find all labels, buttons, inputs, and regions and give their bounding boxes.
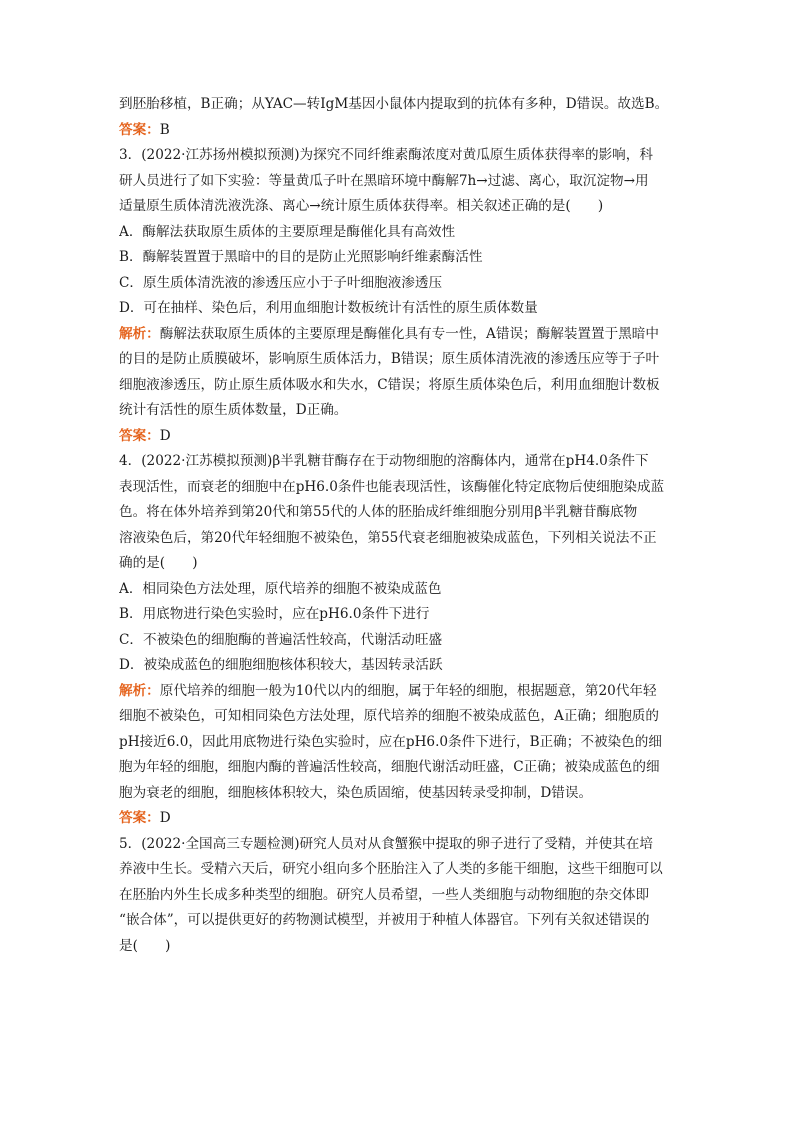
- option-c: C．不被染色的细胞酶的普遍活性较高，代谢活动旺盛: [119, 631, 443, 648]
- text-line: “嵌合体”，可以提供更好的药物测试模型，并被用于种植人体器官。下列有关叙述错误的: [119, 912, 650, 928]
- analysis-label: 解析：: [119, 325, 160, 342]
- option-a: A．酶解法获取原生质体的主要原理是酶催化具有高效性: [119, 223, 456, 240]
- analysis-label: 解析：: [119, 682, 160, 699]
- option-b: B．酶解装置置于黑暗中的目的是防止光照影响纤维素酶活性: [119, 249, 483, 265]
- question-3-analysis: [119, 322, 679, 424]
- answer-line: [119, 806, 679, 832]
- text-line: pH接近6.0，因此用底物进行染色实验时，应在pH6.0条件下进行，B正确；不被染色的细: [119, 733, 662, 750]
- text-line: 统计有活性的原生质体数量，D正确。: [119, 402, 348, 418]
- text-line: 5．(2022·全国高三专题检测)研究人员对从食蟹猴中提取的卵子进行了受精，并使其在培: [119, 835, 653, 852]
- text-line: 溶液染色后，第20代年轻细胞不被染色，第55代衰老细胞被染成蓝色，下列相关说法不正: [119, 529, 657, 546]
- text-line: 胞为衰老的细胞，细胞核体积较大，染色质固缩，使基因转录受抑制，D错误。: [119, 784, 593, 801]
- text-line: [119, 679, 679, 705]
- answer-value: D: [159, 810, 171, 826]
- text-line: 研人员进行了如下实验：等量黄瓜子叶在黑暗环境中酶解7h→过滤、离心，取沉淀物→用: [119, 172, 649, 189]
- text-line: 适量原生质体清洗液洗涤、离心→统计原生质体获得率。相关叙述正确的是( ): [119, 198, 604, 214]
- text-line: 4．(2022·江苏模拟预测)β半乳糖苷酶存在于动物细胞的溶酶体内，通常在pH4.0条件下: [119, 453, 649, 469]
- page-content: [119, 92, 679, 959]
- previous-answer-tail: [119, 92, 679, 118]
- option-d: D．被染成蓝色的细胞细胞核体积较大，基因转录活跃: [119, 657, 443, 673]
- text-line: 确的是( ): [119, 555, 198, 571]
- question-4-analysis: [119, 679, 679, 807]
- text-line: 是( ): [119, 937, 171, 954]
- text-line: 到胚胎移植，B正确；从YAC—转IgM基因小鼠体内提取到的抗体有多种，D错误。故选B。: [119, 96, 669, 112]
- answer-line: [119, 424, 679, 450]
- question-3-stem: [119, 143, 679, 220]
- question-4-stem: [119, 449, 679, 577]
- question-3-options: [119, 220, 679, 322]
- answer-value: D: [159, 427, 171, 444]
- answer-line: [119, 118, 679, 144]
- text-line: 色。将在体外培养到第20代和第55代的人体的胚胎成纤维细胞分别用β半乳糖苷酶底物: [119, 504, 638, 520]
- text-line: 在胚胎内外生长成多种类型的细胞。研究人员希望，一些人类细胞与动物细胞的杂交体即: [119, 886, 650, 903]
- question-5-stem: [119, 832, 679, 960]
- text-line: 细胞不被染色，可知相同染色方法处理，原代培养的细胞不被染成蓝色，A正确；细胞质的: [119, 708, 659, 724]
- text-line: 养液中生长。受精六天后，研究小组向多个胚胎注入了人类的多能干细胞，这些干细胞可以: [119, 861, 663, 877]
- option-d: D．可在抽样、染色后，利用血细胞计数板统计有活性的原生质体数量: [119, 300, 538, 316]
- text-line: 胞为年轻的细胞，细胞内酶的普遍活性较高，细胞代谢活动旺盛，C正确；被染成蓝色的细: [119, 759, 660, 775]
- analysis-text: 酶解法获取原生质体的主要原理是酶催化具有专一性，A错误；酶解装置置于黑暗中: [159, 325, 659, 342]
- text-line: 3．(2022·江苏扬州模拟预测)为探究不同纤维素酶浓度对黄瓜原生质体获得率的影响，科: [119, 147, 653, 163]
- answer-label: 答案：: [119, 810, 160, 826]
- option-c: C．原生质体清洗液的渗透压应小于子叶细胞液渗透压: [119, 274, 443, 291]
- analysis-text: 原代培养的细胞一般为10代以内的细胞，属于年轻的细胞，根据题意，第20代年轻: [159, 682, 657, 699]
- text-line: 表现活性，而衰老的细胞中在pH6.0条件也能表现活性，该酶催化特定底物后使细胞染成蓝: [119, 478, 665, 495]
- answer-label: 答案：: [119, 427, 160, 444]
- text-line: [119, 322, 679, 348]
- option-a: A．相同染色方法处理，原代培养的细胞不被染成蓝色: [119, 580, 442, 597]
- text-line: 的目的是防止质膜破坏，影响原生质体活力，B错误；原生质体清洗液的渗透压应等于子叶: [119, 351, 660, 367]
- question-4-options: [119, 577, 679, 679]
- answer-label: 答案：: [119, 121, 160, 138]
- answer-value: B: [159, 121, 170, 138]
- option-b: B．用底物进行染色实验时，应在pH6.0条件下进行: [119, 606, 430, 622]
- text-line: 细胞液渗透压，防止原生质体吸水和失水，C错误；将原生质体染色后，利用血细胞计数板: [119, 376, 660, 393]
